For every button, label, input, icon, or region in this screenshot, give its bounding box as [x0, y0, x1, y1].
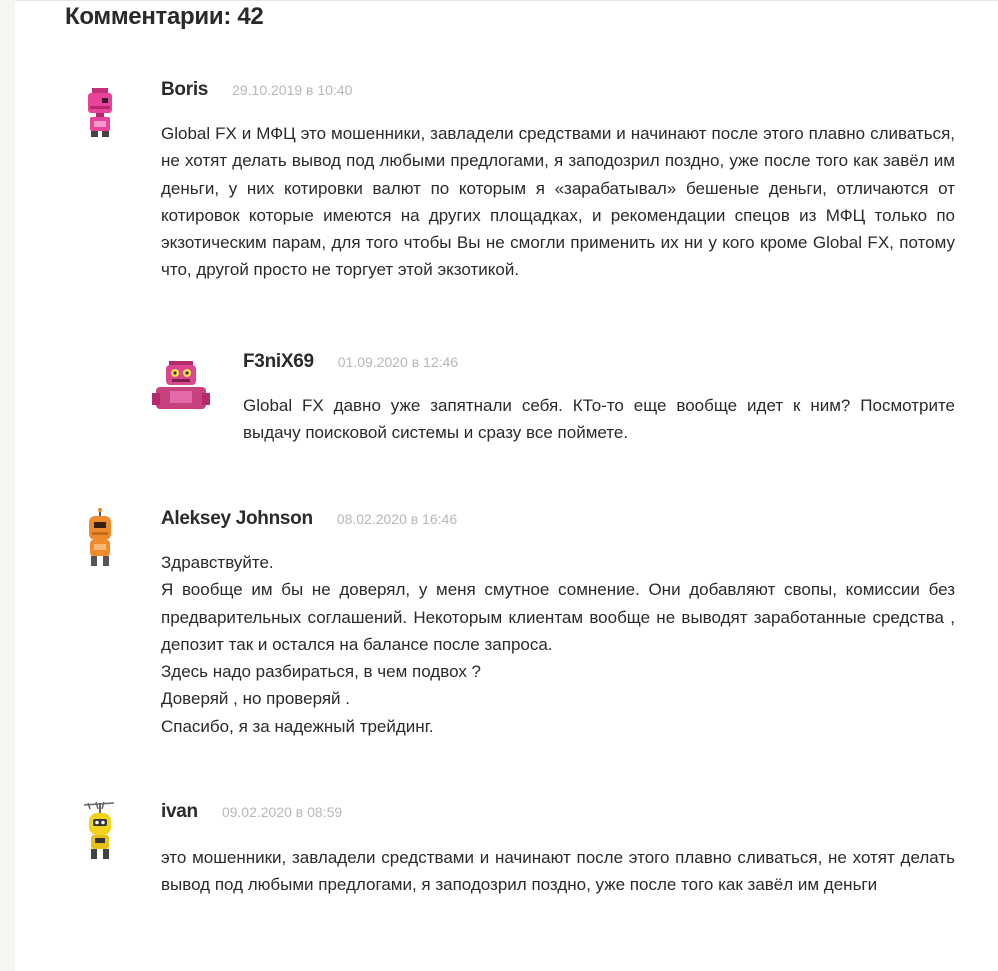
comment-author[interactable]: Aleksey Johnson — [161, 508, 313, 529]
comment-text: это мошенники, завладели средствами и начинают после этого плавно сливаться, не хотят делать вывод под любыми предлогами, я заподозрил поздно, уже после того как завёл им деньги — [161, 848, 955, 895]
comment-text — [161, 549, 955, 740]
comment-line: Здравствуйте. — [161, 553, 274, 572]
comment-text: Global FX давно уже запятнали себя. КТо-то еще вообще идет к ним? Посмотрите выдачу поисковой системы и сразу все поймете. — [243, 396, 955, 443]
comment-text: Global FX и МФЦ это мошенники, завладели средствами и начинают после этого плавно сливаться, не хотят делать вывод под любыми предлогами, я заподозрил поздно, уже после того как завёл им деньги, у них котировки валют по которым я «зарабатывал» бешеные деньги, отличаются от котировок которые имеются на других площадках, и рекомендации спецов из МФЦ только по экзотическим парам, для того чтобы Вы не смогли применить их ни у кого кроме Global FX, потому что, другой просто не торгует этой экзотикой. — [161, 124, 955, 280]
robot-pink-avatar-icon — [80, 85, 120, 147]
comment-line: Я вообще им бы не доверял, у меня смутное сомнение. Они добавляют свопы, комиссии без предварительных соглашений. Некоторым клиентам вообще не выводят заработанные средства , депозит так и остался на балансе после запроса. — [161, 580, 955, 654]
robot-pink-wide-avatar-icon — [150, 357, 212, 419]
comment-author[interactable]: Boris — [161, 79, 209, 100]
comment-date[interactable]: 01.09.2020 в 12:46 — [337, 354, 459, 370]
comment-date[interactable]: 08.02.2020 в 16:46 — [336, 511, 458, 527]
page-content — [15, 0, 998, 971]
comment-author[interactable]: ivan — [161, 801, 198, 822]
comment-line: Здесь надо разбираться, в чем подвох ? — [161, 662, 482, 682]
comment-author[interactable]: F3niX69 — [243, 351, 314, 372]
comment-line: Спасибо, я за надежный трейдинг. — [161, 716, 434, 736]
comment-date[interactable]: 09.02.2020 в 08:59 — [221, 804, 343, 820]
comment-date[interactable]: 29.10.2019 в 10:40 — [232, 82, 353, 98]
robot-orange-avatar-icon — [80, 508, 120, 572]
comments-title: Комментарии: 42 — [65, 3, 264, 30]
robot-yellow-antenna-avatar-icon — [80, 801, 120, 865]
comment-line: Доверяй , но проверяй . — [161, 689, 350, 709]
